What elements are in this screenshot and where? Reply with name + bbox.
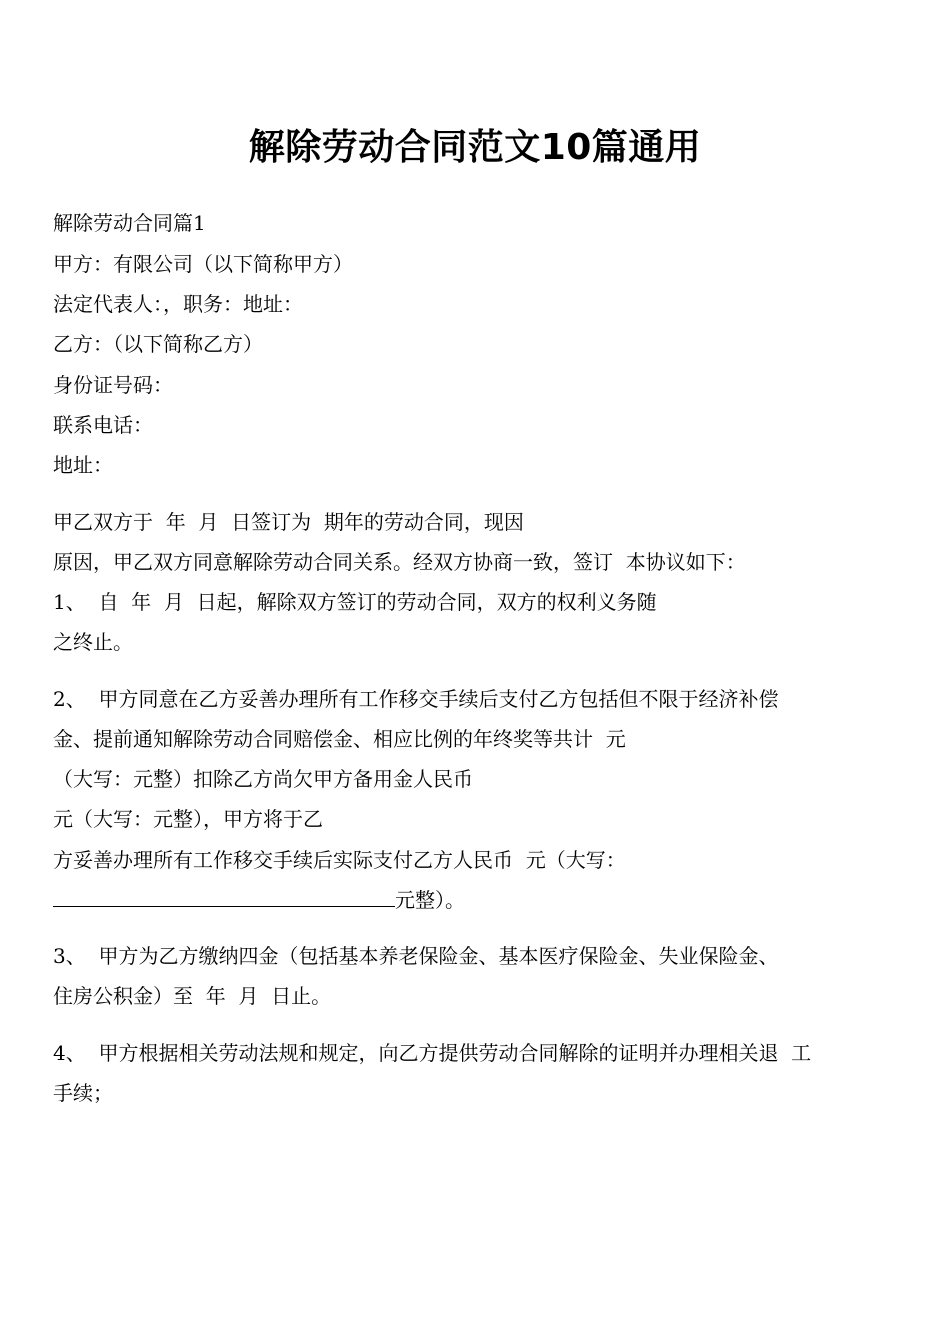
- page-title: 解除劳动合同范文10篇通用: [248, 127, 702, 168]
- clause-2-line-1: 2、 甲方同意在乙方妥善办理所有工作移交手续后支付乙方包括但不限于经济补偿: [53, 687, 779, 711]
- clause-1-line-1: 1、 自 年 月 日起，解除双方签订的劳动合同，双方的权利义务随: [53, 590, 657, 614]
- clause-2-line-6: [53, 885, 465, 915]
- address-line: 地址：: [53, 453, 113, 477]
- party-a-line: 甲方：有限公司（以下简称甲方）: [53, 252, 353, 276]
- id-number-line: 身份证号码：: [53, 373, 173, 397]
- intro-line-2: 原因，甲乙双方同意解除劳动合同关系。经双方协商一致，签订 本协议如下：: [53, 550, 746, 574]
- clause-2-line-3: （大写：元整）扣除乙方尚欠甲方备用金人民币: [53, 767, 473, 791]
- amount-blank-underline: [53, 886, 395, 907]
- clause-4-line-1: 4、 甲方根据相关劳动法规和规定，向乙方提供劳动合同解除的证明并办理相关退 工: [53, 1041, 812, 1065]
- clause-3-line-1: 3、 甲方为乙方缴纳四金（包括基本养老保险金、基本医疗保险金、失业保险金、: [53, 944, 779, 968]
- party-b-line: 乙方：（以下简称乙方）: [53, 332, 263, 356]
- clause-2-line-6-tail: 元整）。: [395, 888, 465, 912]
- clause-2-line-2: 金、提前通知解除劳动合同赔偿金、相应比例的年终奖等共计 元: [53, 727, 626, 751]
- intro-line-1: 甲乙双方于 年 月 日签订为 期年的劳动合同，现因: [53, 510, 524, 534]
- clause-4-line-2: 手续；: [53, 1081, 113, 1105]
- clause-2-line-5: 方妥善办理所有工作移交手续后实际支付乙方人民币 元（大写：: [53, 848, 626, 872]
- clause-3-line-2: 住房公积金）至 年 月 日止。: [53, 984, 332, 1008]
- legal-rep-line: 法定代表人：，职务：地址：: [53, 292, 303, 316]
- clause-1-line-2: 之终止。: [53, 630, 133, 654]
- section-heading: 解除劳动合同篇1: [53, 211, 206, 235]
- phone-line: 联系电话：: [53, 413, 153, 437]
- clause-2-line-4: 元（大写：元整），甲方将于乙: [53, 807, 323, 831]
